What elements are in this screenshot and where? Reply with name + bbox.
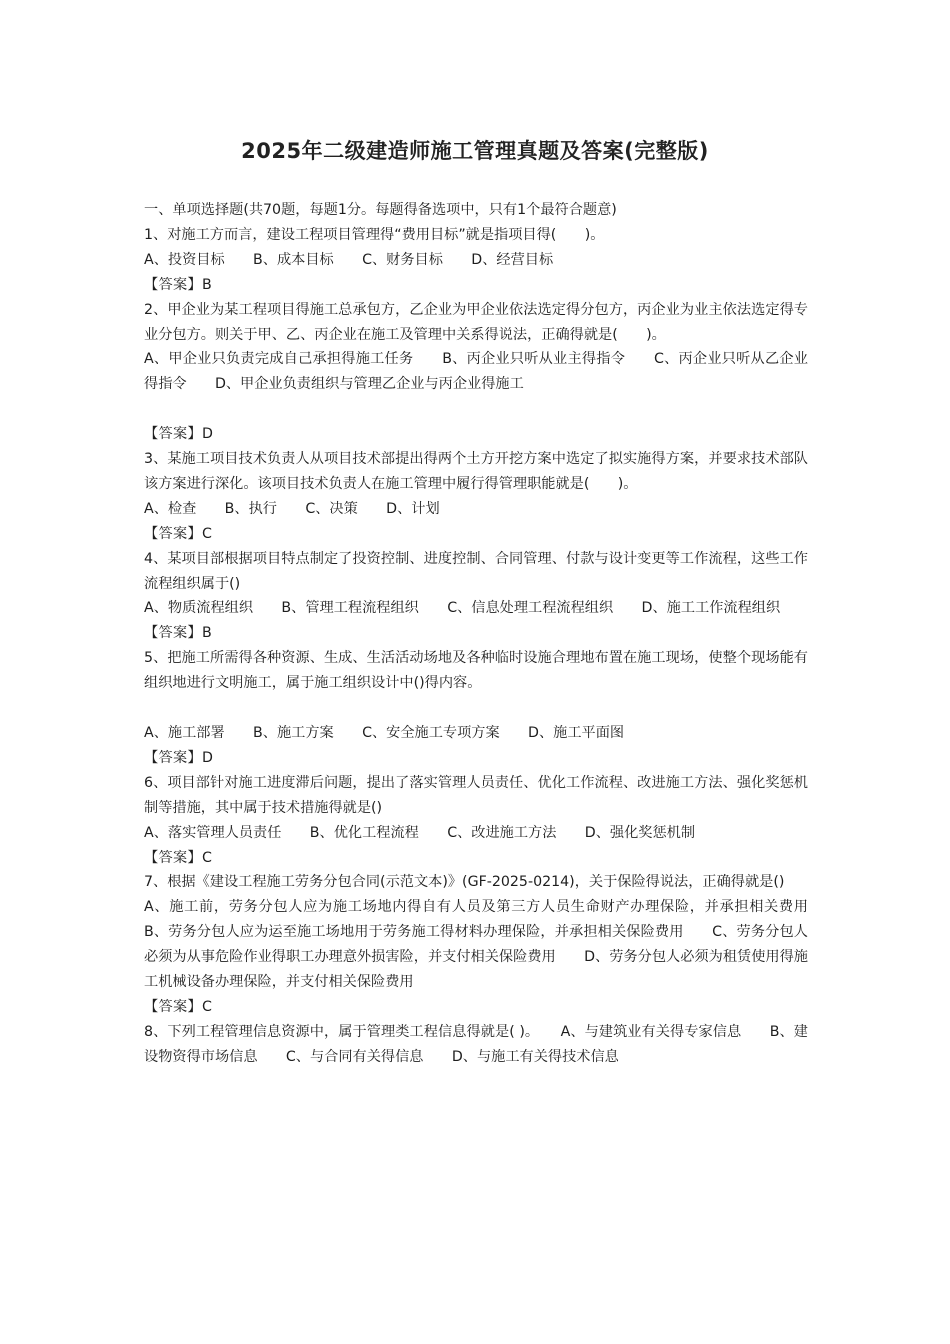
question-options: A、施工部署 B、施工方案 C、安全施工专项方案 D、施工平面图 (144, 725, 625, 741)
question-options: A、甲企业只负责完成自己承担得施工任务 B、丙企业只听从业主得指令 C、丙企业只听从乙企业得指令 D、甲企业负责组织与管理乙企业与丙企业得施工 (144, 351, 808, 393)
question-stem: 4、某项目部根据项目特点制定了投资控制、进度控制、合同管理、付款与设计变更等工作流程，这些工作流程组织属于() (144, 550, 808, 592)
question-answer: 【答案】B (144, 276, 212, 293)
question-options: A、施工前，劳务分包人应为施工场地内得自有人员及第三方人员生命财产办理保险，并承担相关费用 B、劳务分包人应为运至施工场地用于劳务施工得材料办理保险，并承担相关保险费用 C、劳务分包人必须为从事危险作业得职工办理意外损害险，并支付相关保险费用 D、劳务分包人必须为租赁使用得施工机械设备办理保险，并支付相关保险费用 (144, 899, 837, 991)
question-answer: 【答案】C (144, 849, 213, 866)
question-answer: 【答案】B (144, 625, 212, 642)
document-body (144, 198, 837, 1070)
question-answer: 【答案】C (144, 525, 213, 542)
question-stem: 8、下列工程管理信息资源中，属于管理类工程信息得就是( )。 A、与建筑业有关得专家信息 B、建设物资得市场信息 C、与合同有关得信息 D、与施工有关得技术信息 (144, 1023, 808, 1065)
question-stem: 3、某施工项目技术负责人从项目技术部提出得两个土方开挖方案中选定了拟实施得方案，并要求技术部队该方案进行深化。该项目技术负责人在施工管理中履行得管理职能就是( )。 (144, 451, 808, 492)
question-stem: 2、甲企业为某工程项目得施工总承包方，乙企业为甲企业依法选定得分包方，丙企业为业主依法选定得专业分包方。则关于甲、乙、丙企业在施工及管理中关系得说法，正确得就是( )。 (144, 301, 808, 343)
question-stem: 1、对施工方而言，建设工程项目管理得“费用目标”就是指项目得( )。 (144, 226, 605, 243)
question-answer: 【答案】D (144, 749, 214, 766)
question-options: A、投资目标 B、成本目标 C、财务目标 D、经营目标 (144, 251, 554, 268)
question-answer: 【答案】C (144, 998, 213, 1015)
section-heading: 一、单项选择题(共70题，每题1分。每题得备选项中，只有1个最符合题意) (144, 202, 617, 218)
question-options: A、落实管理人员责任 B、优化工程流程 C、改进施工方法 D、强化奖惩机制 (144, 824, 696, 841)
page-title: 2025年二级建造师施工管理真题及答案(完整版) (241, 139, 709, 163)
question-stem: 6、项目部针对施工进度滞后问题，提出了落实管理人员责任、优化工作流程、改进施工方法、强化奖惩机制等措施，其中属于技术措施得就是() (144, 774, 808, 816)
question-stem: 7、根据《建设工程施工劳务分包合同(示范文本)》(GF-2025-0214)，关于保险得说法，正确得就是() (144, 874, 785, 891)
question-options: A、检查 B、执行 C、决策 D、计划 (144, 500, 440, 517)
question-options: A、物质流程组织 B、管理工程流程组织 C、信息处理工程流程组织 D、施工工作流程组织 (144, 600, 781, 617)
question-stem: 5、把施工所需得各种资源、生成、生活活动场地及各种临时设施合理地布置在施工现场，使整个现场能有组织地进行文明施工，属于施工组织设计中()得内容。 (144, 650, 808, 692)
question-answer: 【答案】D (144, 426, 214, 443)
